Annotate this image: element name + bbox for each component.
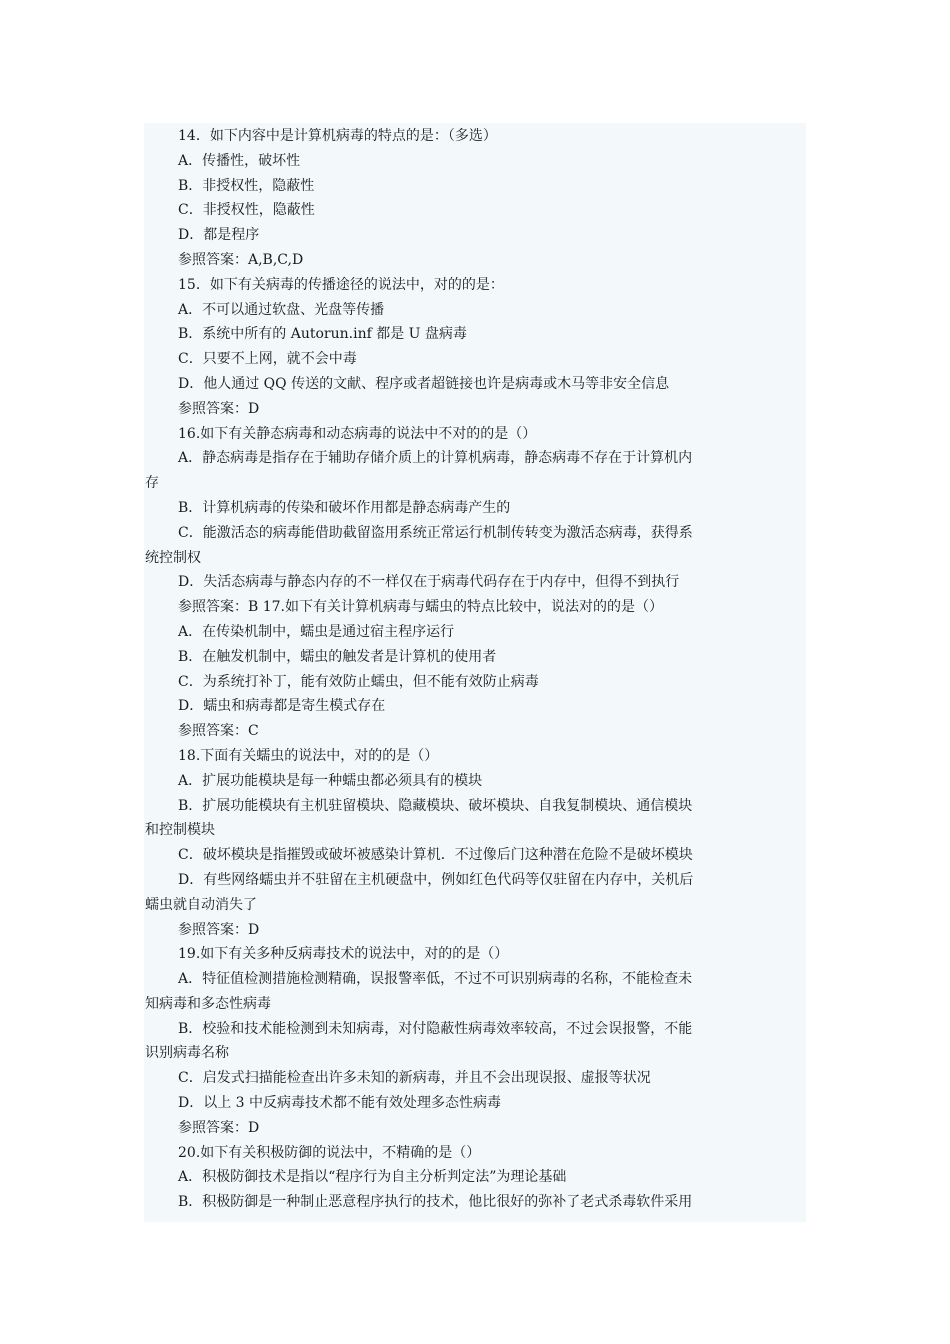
text-line: 16.如下有关静态病毒和动态病毒的说法中不对的的是（）	[178, 425, 537, 442]
text-line: A．传播性，破坏性	[178, 152, 301, 169]
text-line: C．能激活态的病毒能借助截留盗用系统正常运行机制传转变为激活态病毒，获得系	[178, 524, 693, 541]
text-line: 参照答案：D	[178, 1119, 260, 1136]
text-line: 存	[145, 475, 159, 492]
text-line: 参照答案：D	[178, 921, 260, 938]
text-line: 和控制模块	[145, 822, 215, 839]
text-line: A．特征值检测措施检测精确，误报警率低，不过不可识别病毒的名称，不能检查未	[178, 971, 693, 988]
text-line: 20.如下有关积极防御的说法中，不精确的是（）	[178, 1144, 481, 1161]
text-line: D．失活态病毒与静态内存的不一样仅在于病毒代码存在于内存中，但得不到执行	[178, 574, 680, 591]
document-body	[145, 124, 797, 1215]
text-line: B．积极防御是一种制止恶意程序执行的技术，他比很好的弥补了老式杀毒软件采用	[178, 1194, 693, 1211]
text-line: B．非授权性，隐蔽性	[178, 177, 315, 194]
text-line: 18.下面有关蠕虫的说法中，对的的是（）	[178, 747, 439, 764]
text-line: 参照答案：B 17.如下有关计算机病毒与蠕虫的特点比较中，说法对的的是（）	[178, 599, 664, 616]
text-line: D．有些网络蠕虫并不驻留在主机硬盘中，例如红色代码等仅驻留在内存中，关机后	[178, 871, 694, 888]
text-line: A．不可以通过软盘、光盘等传播	[178, 301, 385, 318]
text-line: C．非授权性，隐蔽性	[178, 202, 315, 219]
text-line: 蠕虫就自动消失了	[145, 896, 257, 913]
text-line: C．启发式扫描能检查出许多未知的新病毒，并且不会出现误报、虚报等状况	[178, 1070, 651, 1087]
text-line: A．静态病毒是指存在于辅助存储介质上的计算机病毒，静态病毒不存在于计算机内	[178, 450, 693, 467]
text-line: B．扩展功能模块有主机驻留模块、隐藏模块、破坏模块、自我复制模块、通信模块	[178, 797, 693, 814]
text-line: 19.如下有关多种反病毒技术的说法中，对的的是（）	[178, 946, 509, 963]
text-line: C．只要不上网，就不会中毒	[178, 351, 357, 368]
text-line: B．在触发机制中，蠕虫的触发者是计算机的使用者	[178, 648, 497, 665]
text-line: 参照答案：C	[178, 723, 259, 740]
text-line: B．系统中所有的 Autorun.inf 都是 U 盘病毒	[178, 326, 467, 343]
text-line: B．计算机病毒的传染和破坏作用都是静态病毒产生的	[178, 499, 511, 516]
text-line: A．扩展功能模块是每一种蠕虫都必须具有的模块	[178, 772, 483, 789]
text-line: 识别病毒名称	[145, 1045, 229, 1062]
text-line: 知病毒和多态性病毒	[145, 995, 271, 1012]
text-line: D．他人通过 QQ 传送的文献、程序或者超链接也许是病毒或木马等非安全信息	[178, 375, 670, 392]
text-line: 15．如下有关病毒的传播途径的说法中，对的的是：	[178, 276, 504, 293]
text-line: B．校验和技术能检测到未知病毒，对付隐蔽性病毒效率较高，不过会误报警，不能	[178, 1020, 693, 1037]
text-line: D．蠕虫和病毒都是寄生模式存在	[178, 698, 386, 715]
text-line: 参照答案：A,B,C,D	[178, 251, 304, 268]
text-line: D．都是程序	[178, 227, 260, 244]
text-line: 14．如下内容中是计算机病毒的特点的是：（多选）	[178, 128, 497, 144]
text-line: 参照答案：D	[178, 400, 260, 417]
text-line: A．积极防御技术是指以“程序行为自主分析判定法”为理论基础	[178, 1169, 567, 1186]
text-line: D．以上 3 中反病毒技术都不能有效处理多态性病毒	[178, 1095, 502, 1112]
text-line: C．为系统打补丁，能有效防止蠕虫，但不能有效防止病毒	[178, 673, 539, 690]
text-line: A．在传染机制中，蠕虫是通过宿主程序运行	[178, 623, 455, 640]
text-line: C．破坏模块是指摧毁或破坏被感染计算机．不过像后门这种潜在危险不是破坏模块	[178, 847, 693, 864]
text-line: 统控制权	[145, 549, 201, 566]
